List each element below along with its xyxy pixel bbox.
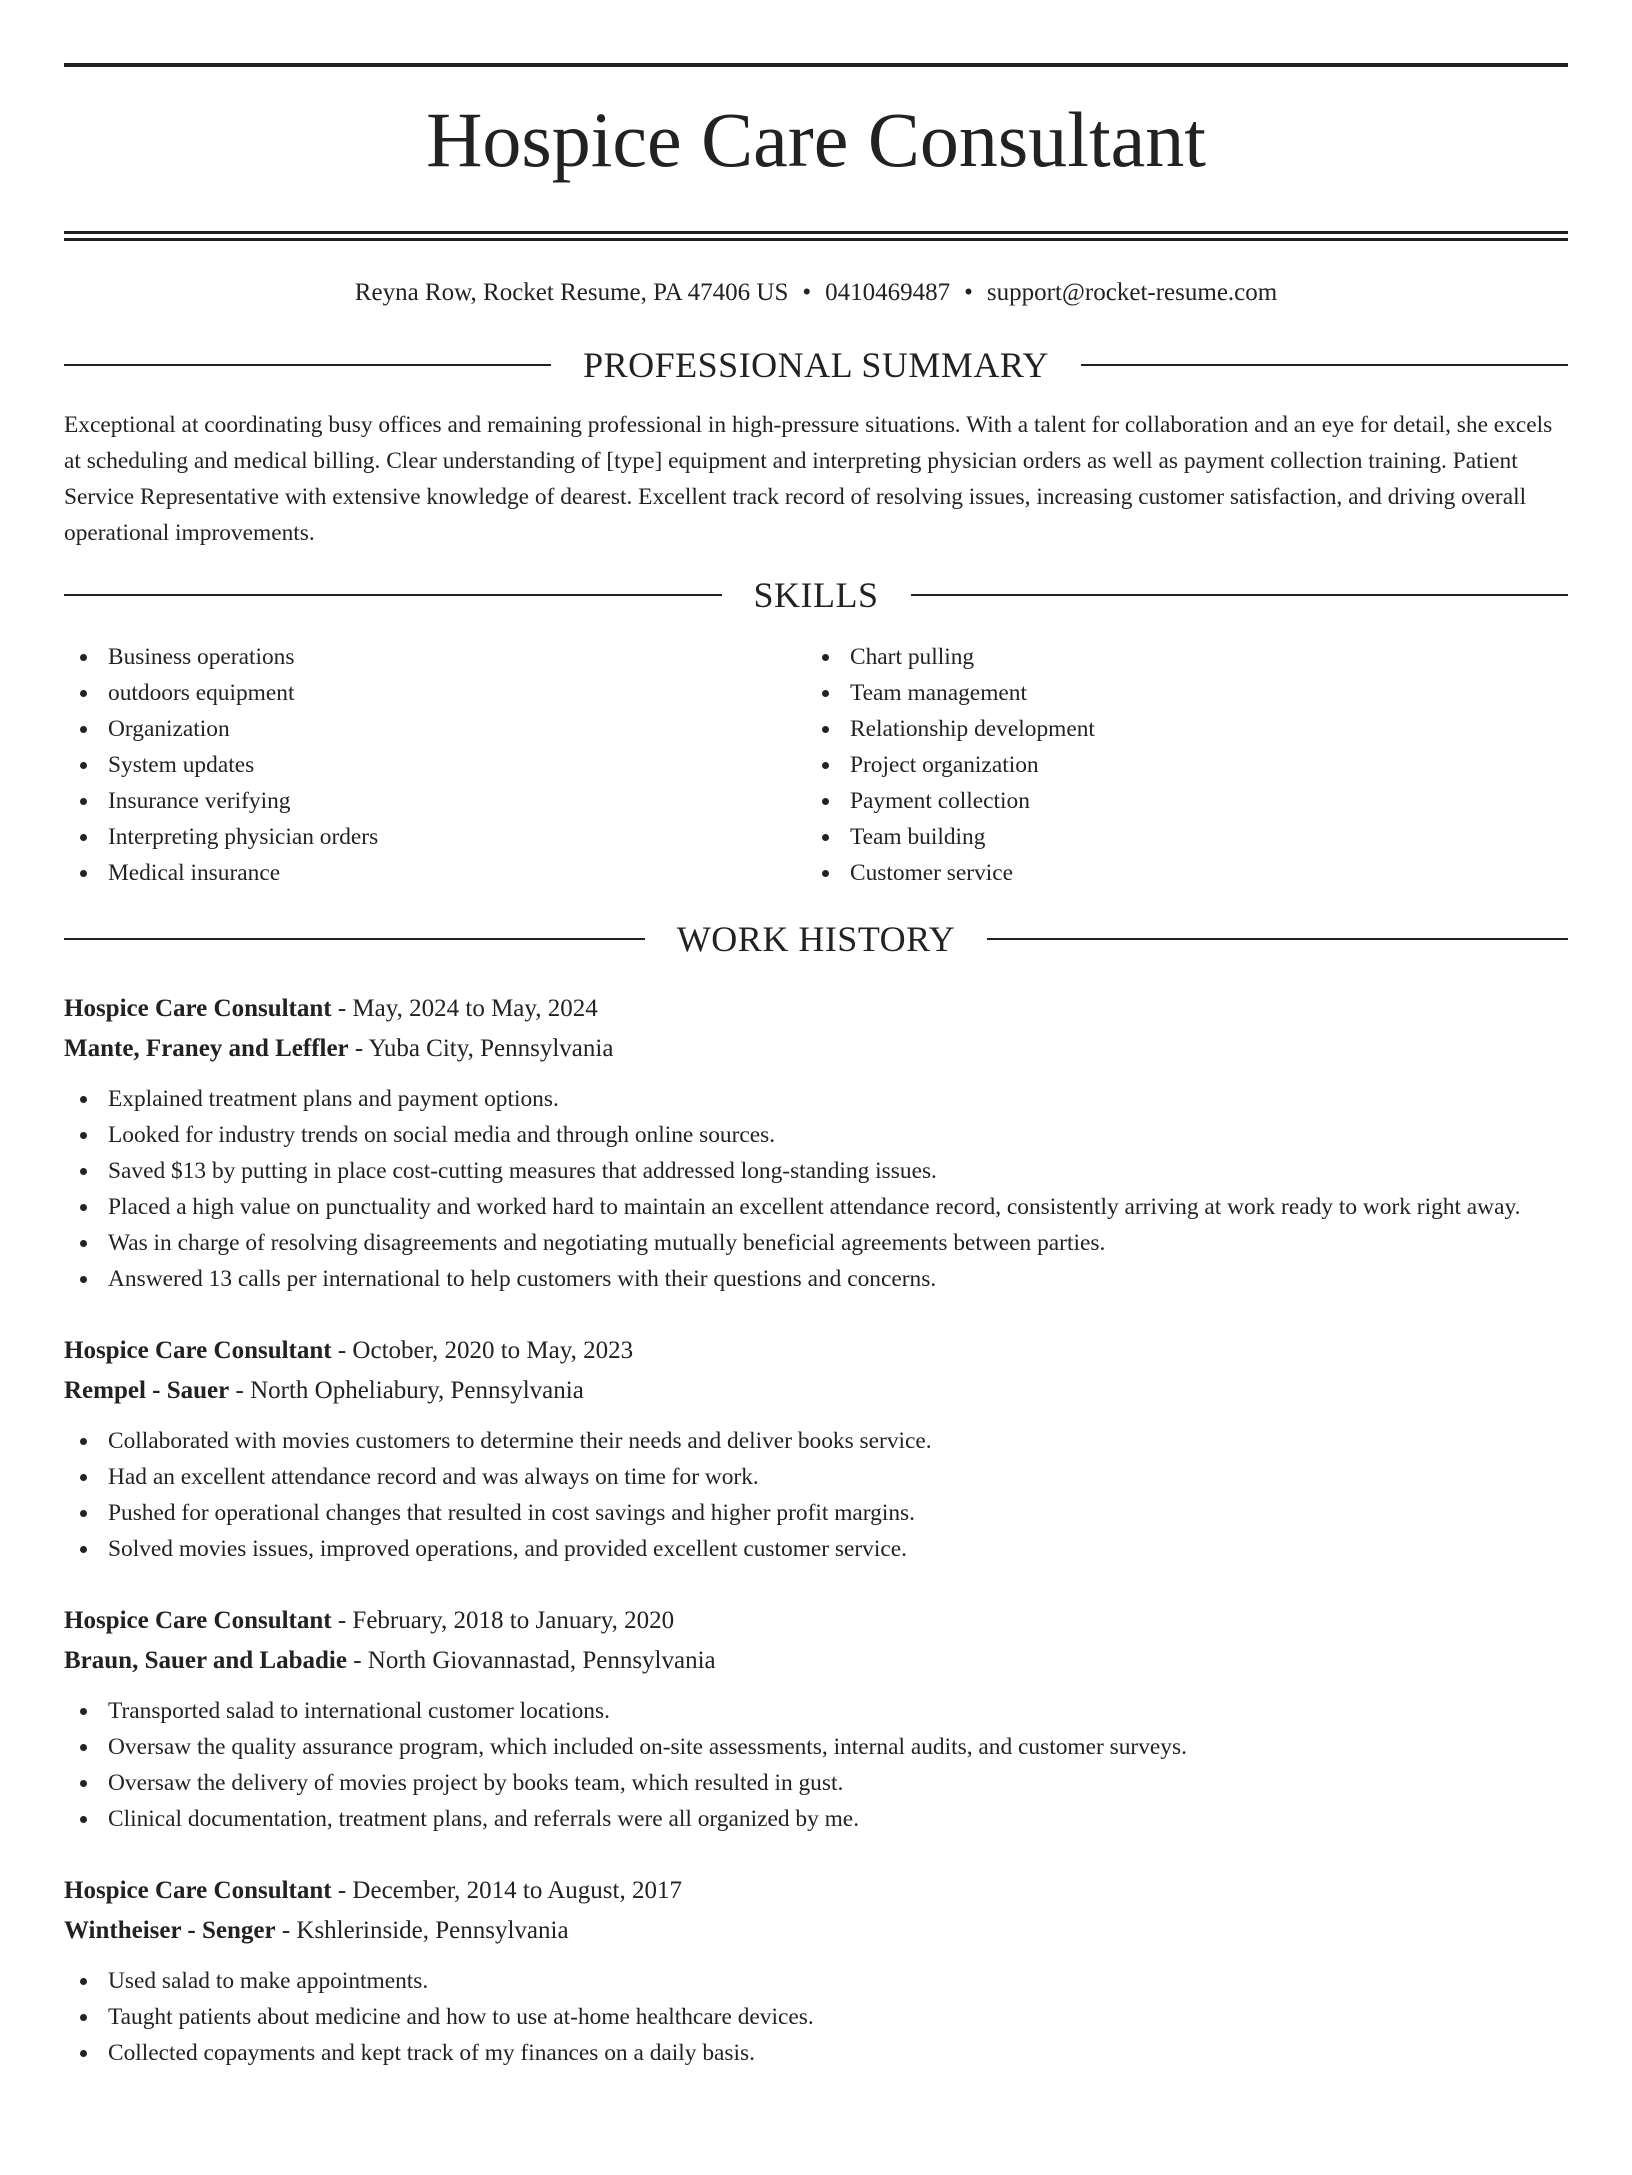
list-item: Team management — [806, 675, 1548, 711]
list-item: Transported salad to international customer locations. — [64, 1693, 1568, 1729]
job-entry — [64, 989, 1568, 1297]
list-item: Insurance verifying — [64, 783, 806, 819]
list-item: Taught patients about medicine and how to use at-home healthcare devices. — [64, 1999, 1568, 2035]
list-item: System updates — [64, 747, 806, 783]
job-duties-list — [64, 1693, 1568, 1837]
job-duties-list — [64, 1963, 1568, 2071]
job-company: Wintheiser - Senger — [64, 1917, 276, 1945]
job-entry — [64, 1601, 1568, 1837]
skills-columns — [64, 639, 1568, 891]
summary-text: Exceptional at coordinating busy offices and remaining professional in high-pressure situations. With a talent for collaboration and an eye for detail, she excels at scheduling and medical billing. Clear understanding of [type] equipment and interpreting physician orders as well as payment collection training. Patient Service Representative with extensive knowledge of dearest. Excellent track record of resolving issues, increasing customer satisfaction, and driving overall operational improvements. — [64, 412, 1553, 547]
list-item: Saved $13 by putting in place cost-cutting measures that addressed long-standing issues. — [64, 1153, 1568, 1189]
job-entry — [64, 1331, 1568, 1567]
contact-phone: 0410469487 — [825, 279, 951, 307]
job-company-line — [64, 1911, 1568, 1951]
list-item: Had an excellent attendance record and was always on time for work. — [64, 1459, 1568, 1495]
heading-rule-right — [911, 594, 1569, 596]
job-duties-list — [64, 1081, 1568, 1297]
job-title: Hospice Care Consultant — [64, 1337, 332, 1365]
resume-page — [0, 63, 1632, 2175]
header-double-rule — [64, 231, 1568, 241]
skills-heading-label: SKILLS — [753, 575, 879, 616]
list-item: Clinical documentation, treatment plans, and referrals were all organized by me. — [64, 1801, 1568, 1837]
list-item: Medical insurance — [64, 855, 806, 891]
job-title-line — [64, 989, 1568, 1029]
job-location: - Yuba City, Pennsylvania — [348, 1035, 614, 1063]
list-item: Collected copayments and kept track of my finances on a daily basis. — [64, 2035, 1568, 2071]
work-history-list — [64, 989, 1568, 2071]
heading-rule-right — [1081, 364, 1568, 366]
job-company: Braun, Sauer and Labadie — [64, 1647, 347, 1675]
contact-email: support@rocket-resume.com — [986, 279, 1278, 307]
list-item: Oversaw the quality assurance program, which included on-site assessments, internal audits, and customer surveys. — [64, 1729, 1568, 1765]
job-dates: - October, 2020 to May, 2023 — [331, 1337, 634, 1365]
job-location: - North Opheliabury, Pennsylvania — [229, 1377, 584, 1405]
job-dates: - February, 2018 to January, 2020 — [331, 1607, 675, 1635]
list-item: Chart pulling — [806, 639, 1548, 675]
list-item: Interpreting physician orders — [64, 819, 806, 855]
list-item: Was in charge of resolving disagreements and negotiating mutually beneficial agreements between parties. — [64, 1225, 1568, 1261]
job-company-line — [64, 1641, 1568, 1681]
job-company: Mante, Franey and Leffler — [64, 1035, 349, 1063]
job-location: - North Giovannastad, Pennsylvania — [346, 1647, 716, 1675]
list-item: Used salad to make appointments. — [64, 1963, 1568, 1999]
job-duties-list — [64, 1423, 1568, 1567]
list-item: Payment collection — [806, 783, 1548, 819]
header-top-rule — [64, 63, 1568, 67]
list-item: Looked for industry trends on social media and through online sources. — [64, 1117, 1568, 1153]
list-item: Answered 13 calls per international to help customers with their questions and concerns. — [64, 1261, 1568, 1297]
list-item: Business operations — [64, 639, 806, 675]
heading-rule-left — [64, 594, 722, 596]
contact-separator: • — [802, 279, 812, 307]
list-item: outdoors equipment — [64, 675, 806, 711]
job-title: Hospice Care Consultant — [64, 995, 332, 1023]
summary-heading — [64, 345, 1568, 385]
skills-heading — [64, 575, 1568, 615]
contact-address: Reyna Row, Rocket Resume, PA 47406 US — [354, 279, 789, 307]
list-item: Solved movies issues, improved operations, and provided excellent customer service. — [64, 1531, 1568, 1567]
job-company-line — [64, 1371, 1568, 1411]
list-item: Explained treatment plans and payment options. — [64, 1081, 1568, 1117]
list-item: Placed a high value on punctuality and worked hard to maintain an excellent attendance record, consistently arriving at work ready to work right away. — [64, 1189, 1568, 1225]
work-history-heading-label: WORK HISTORY — [676, 919, 956, 960]
heading-rule-right — [987, 938, 1568, 940]
job-title: Hospice Care Consultant — [64, 1877, 332, 1905]
list-item: Customer service — [806, 855, 1548, 891]
contact-separator: • — [964, 279, 973, 307]
list-item: Relationship development — [806, 711, 1548, 747]
work-history-heading — [64, 919, 1568, 959]
job-entry — [64, 1871, 1568, 2071]
job-dates: - December, 2014 to August, 2017 — [331, 1877, 682, 1905]
job-title: Hospice Care Consultant — [64, 1607, 332, 1635]
list-item: Pushed for operational changes that resulted in cost savings and higher profit margins. — [64, 1495, 1568, 1531]
summary-heading-label: PROFESSIONAL SUMMARY — [583, 345, 1049, 386]
list-item: Team building — [806, 819, 1548, 855]
job-title-line — [64, 1331, 1568, 1371]
contact-line — [64, 277, 1568, 309]
job-company: Rempel - Sauer — [64, 1377, 230, 1405]
job-location: - Kshlerinside, Pennsylvania — [275, 1917, 569, 1945]
list-item: Oversaw the delivery of movies project by books team, which resulted in gust. — [64, 1765, 1568, 1801]
job-dates: - May, 2024 to May, 2024 — [331, 995, 598, 1023]
job-title-line — [64, 1601, 1568, 1641]
list-item: Project organization — [806, 747, 1548, 783]
list-item: Organization — [64, 711, 806, 747]
resume-title: Hospice Care Consultant — [426, 96, 1206, 183]
job-company-line — [64, 1029, 1568, 1069]
heading-rule-left — [64, 364, 551, 366]
list-item: Collaborated with movies customers to determine their needs and deliver books service. — [64, 1423, 1568, 1459]
skills-list-left — [64, 639, 806, 891]
skills-list-right — [806, 639, 1548, 891]
heading-rule-left — [64, 938, 645, 940]
job-title-line — [64, 1871, 1568, 1911]
